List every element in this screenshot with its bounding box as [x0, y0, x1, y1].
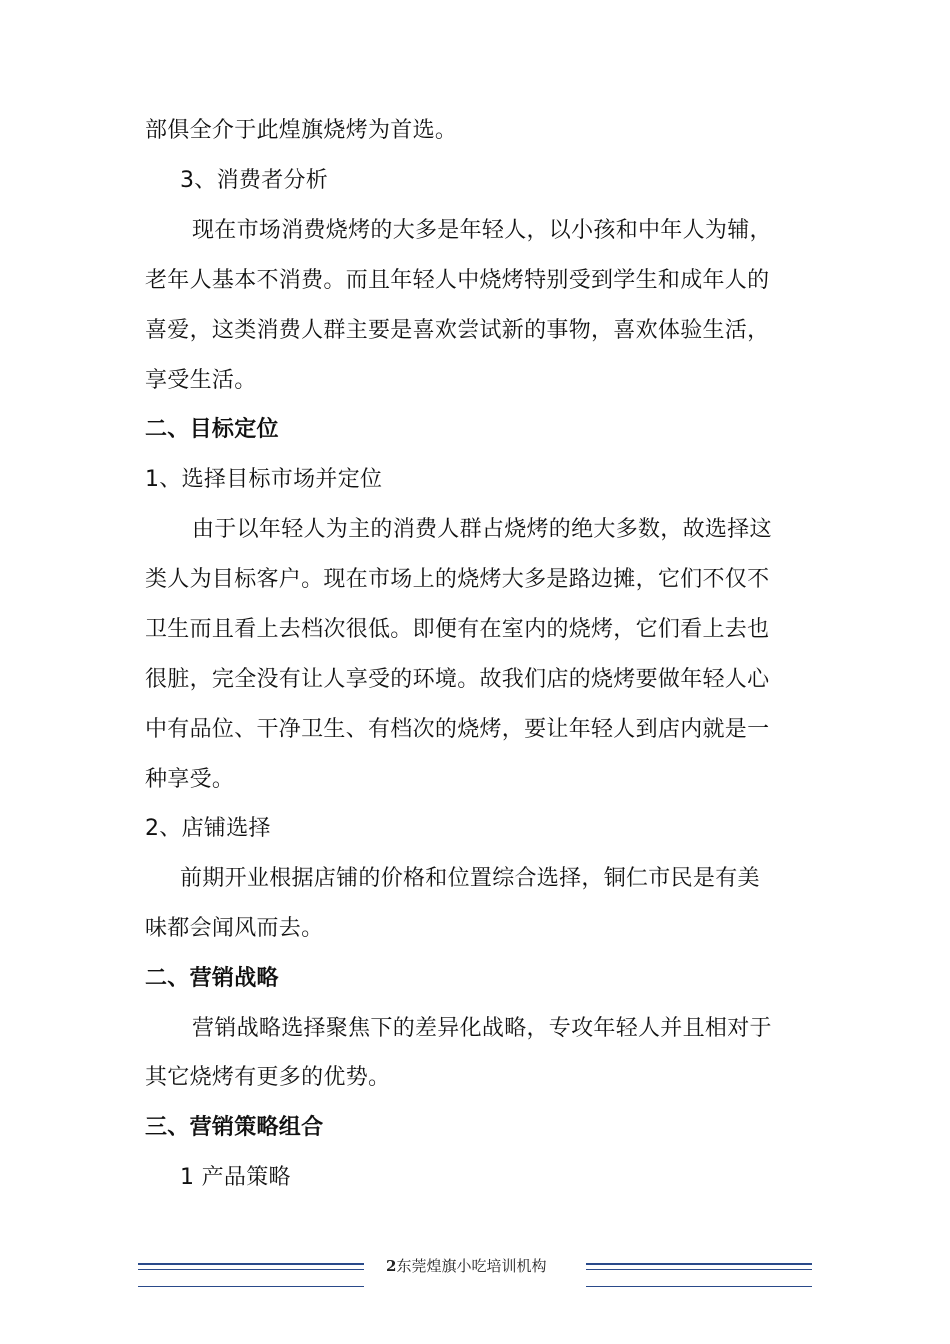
footer-rule-left-top: [138, 1263, 364, 1265]
page-footer: [0, 1250, 950, 1300]
paragraph-line: 老年人基本不消费。而且年轻人中烧烤特别受到学生和成年人的: [145, 268, 770, 293]
section-heading: 二、营销战略: [145, 966, 279, 991]
subsection-heading: 3、消费者分析: [180, 168, 329, 193]
paragraph-line: 前期开业根据店铺的价格和位置综合选择，铜仁市民是有美: [180, 866, 760, 891]
paragraph-line: 味都会闻风而去。: [145, 916, 324, 941]
footer-rule-left-mid: [138, 1269, 364, 1270]
subsection-heading: 1、选择目标市场并定位: [145, 467, 383, 492]
footer-org-name: 东莞煌旗小吃培训机构: [396, 1257, 547, 1275]
section-heading: 三、营销策略组合: [145, 1115, 324, 1140]
paragraph-line: 部俱全介于此煌旗烧烤为首选。: [145, 118, 458, 143]
paragraph-line: 由于以年轻人为主的消费人群占烧烤的绝大多数，故选择这: [192, 517, 772, 542]
paragraph-line: 种享受。: [145, 767, 235, 792]
paragraph-line: 现在市场消费烧烤的大多是年轻人，以小孩和中年人为辅，: [192, 218, 772, 243]
footer-rule-right-bottom: [586, 1286, 812, 1287]
paragraph-line: 享受生活。: [145, 368, 257, 393]
paragraph-line: 中有品位、干净卫生、有档次的烧烤，要让年轻人到店内就是一: [145, 717, 770, 742]
page-number: 2: [386, 1257, 397, 1275]
paragraph-line: 其它烧烤有更多的优势。: [145, 1065, 391, 1090]
paragraph-line: 喜爱，这类消费人群主要是喜欢尝试新的事物，喜欢体验生活，: [145, 318, 770, 343]
paragraph-line: 很脏，完全没有让人享受的环境。故我们店的烧烤要做年轻人心: [145, 667, 770, 692]
subsection-heading: 1 产品策略: [180, 1165, 291, 1190]
section-heading: 二、目标定位: [145, 417, 279, 442]
paragraph-line: 类人为目标客户。现在市场上的烧烤大多是路边摊，它们不仅不: [145, 567, 770, 592]
footer-rule-right-mid: [586, 1269, 812, 1270]
footer-rule-left-bottom: [138, 1286, 364, 1287]
footer-rule-right-top: [586, 1263, 812, 1265]
paragraph-line: 营销战略选择聚焦下的差异化战略，专攻年轻人并且相对于: [192, 1016, 772, 1041]
footer-label: [386, 1255, 546, 1277]
paragraph-line: 卫生而且看上去档次很低。即便有在室内的烧烤，它们看上去也: [145, 617, 770, 642]
subsection-heading: 2、店铺选择: [145, 816, 271, 841]
